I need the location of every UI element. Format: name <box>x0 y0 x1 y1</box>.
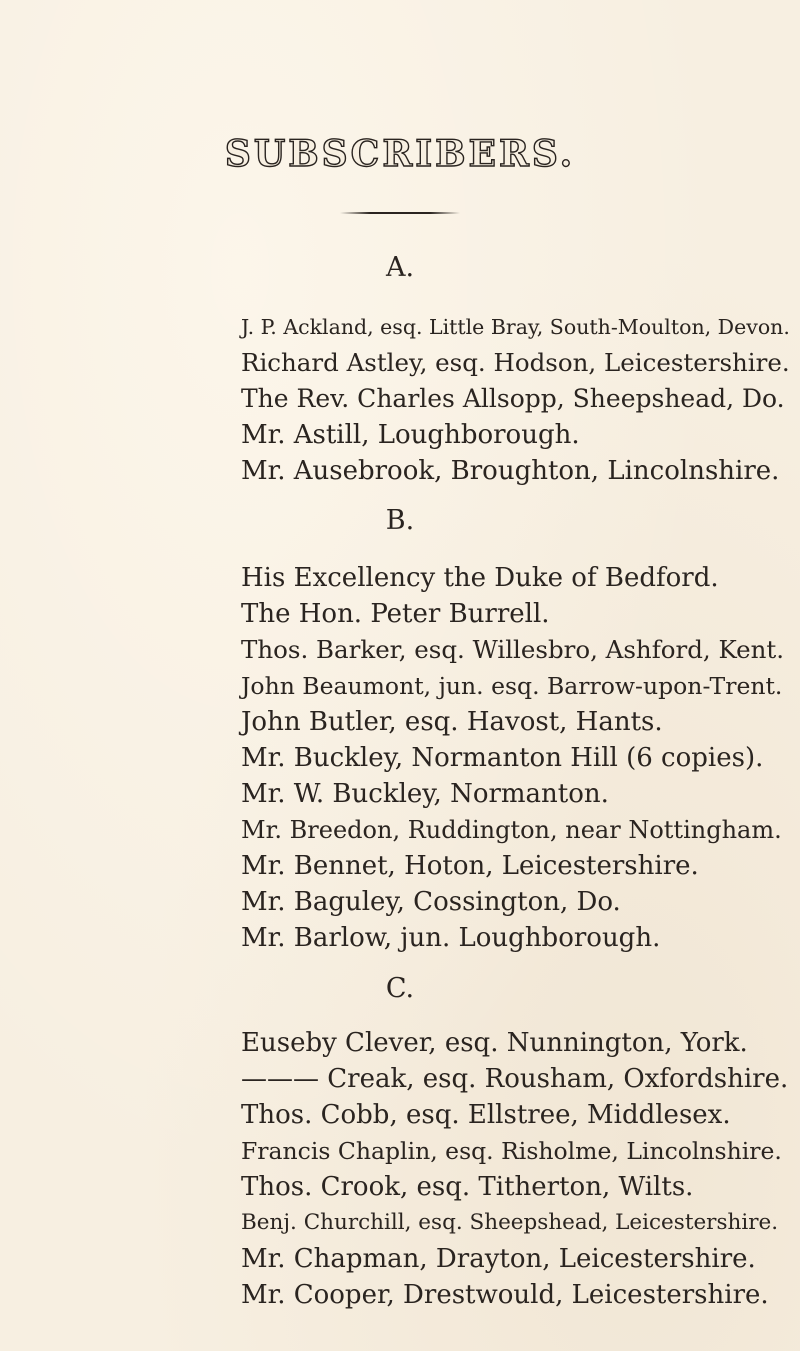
subscriber-entry: Mr. Ausebrook, Broughton, Lincolnshire. <box>241 456 780 486</box>
subscriber-entry: Benj. Churchill, esq. Sheepshead, Leicestershire. <box>241 1210 779 1235</box>
subscriber-entry: The Rev. Charles Allsopp, Sheepshead, Do. <box>241 384 785 413</box>
subscriber-entry: John Butler, esq. Havost, Hants. <box>241 707 663 737</box>
page-title: SUBSCRIBERS. <box>224 133 576 175</box>
subscriber-entry: Mr. Astill, Loughborough. <box>241 420 580 450</box>
section-letter-a: A. <box>385 252 415 283</box>
section-letter-c: C. <box>385 973 415 1004</box>
title-rule <box>340 212 460 214</box>
subscriber-entry: His Excellency the Duke of Bedford. <box>241 563 719 593</box>
subscriber-entry: Mr. Barlow, jun. Loughborough. <box>241 923 661 953</box>
subscriber-entry: J. P. Ackland, esq. Little Bray, South-Moulton, Devon. <box>241 315 790 339</box>
subscriber-entry: Mr. Buckley, Normanton Hill (6 copies). <box>241 743 764 773</box>
subscriber-entry: John Beaumont, jun. esq. Barrow-upon-Trent. <box>241 672 783 700</box>
subscriber-entry: Mr. Cooper, Drestwould, Leicestershire. <box>241 1280 769 1310</box>
subscriber-entry: Richard Astley, esq. Hodson, Leicestershire. <box>241 348 790 377</box>
subscriber-entry: Mr. Baguley, Cossington, Do. <box>241 887 621 917</box>
subscriber-entry: Thos. Cobb, esq. Ellstree, Middlesex. <box>241 1100 731 1130</box>
subscriber-entry: Thos. Barker, esq. Willesbro, Ashford, Kent. <box>241 635 785 664</box>
subscriber-entry: Mr. Chapman, Drayton, Leicestershire. <box>241 1244 756 1274</box>
subscriber-entry: ——— Creak, esq. Rousham, Oxfordshire. <box>241 1064 789 1094</box>
subscriber-entry: The Hon. Peter Burrell. <box>241 599 550 629</box>
subscriber-entry: Mr. W. Buckley, Normanton. <box>241 779 609 809</box>
subscriber-entry: Euseby Clever, esq. Nunnington, York. <box>241 1028 748 1058</box>
section-letter-b: B. <box>385 505 415 536</box>
subscriber-entry: Mr. Breedon, Ruddington, near Nottingham. <box>241 816 782 844</box>
subscriber-entry: Mr. Bennet, Hoton, Leicestershire. <box>241 851 699 881</box>
subscriber-entry: Thos. Crook, esq. Titherton, Wilts. <box>241 1172 694 1202</box>
subscriber-entry: Francis Chaplin, esq. Risholme, Lincolnshire. <box>241 1137 782 1165</box>
